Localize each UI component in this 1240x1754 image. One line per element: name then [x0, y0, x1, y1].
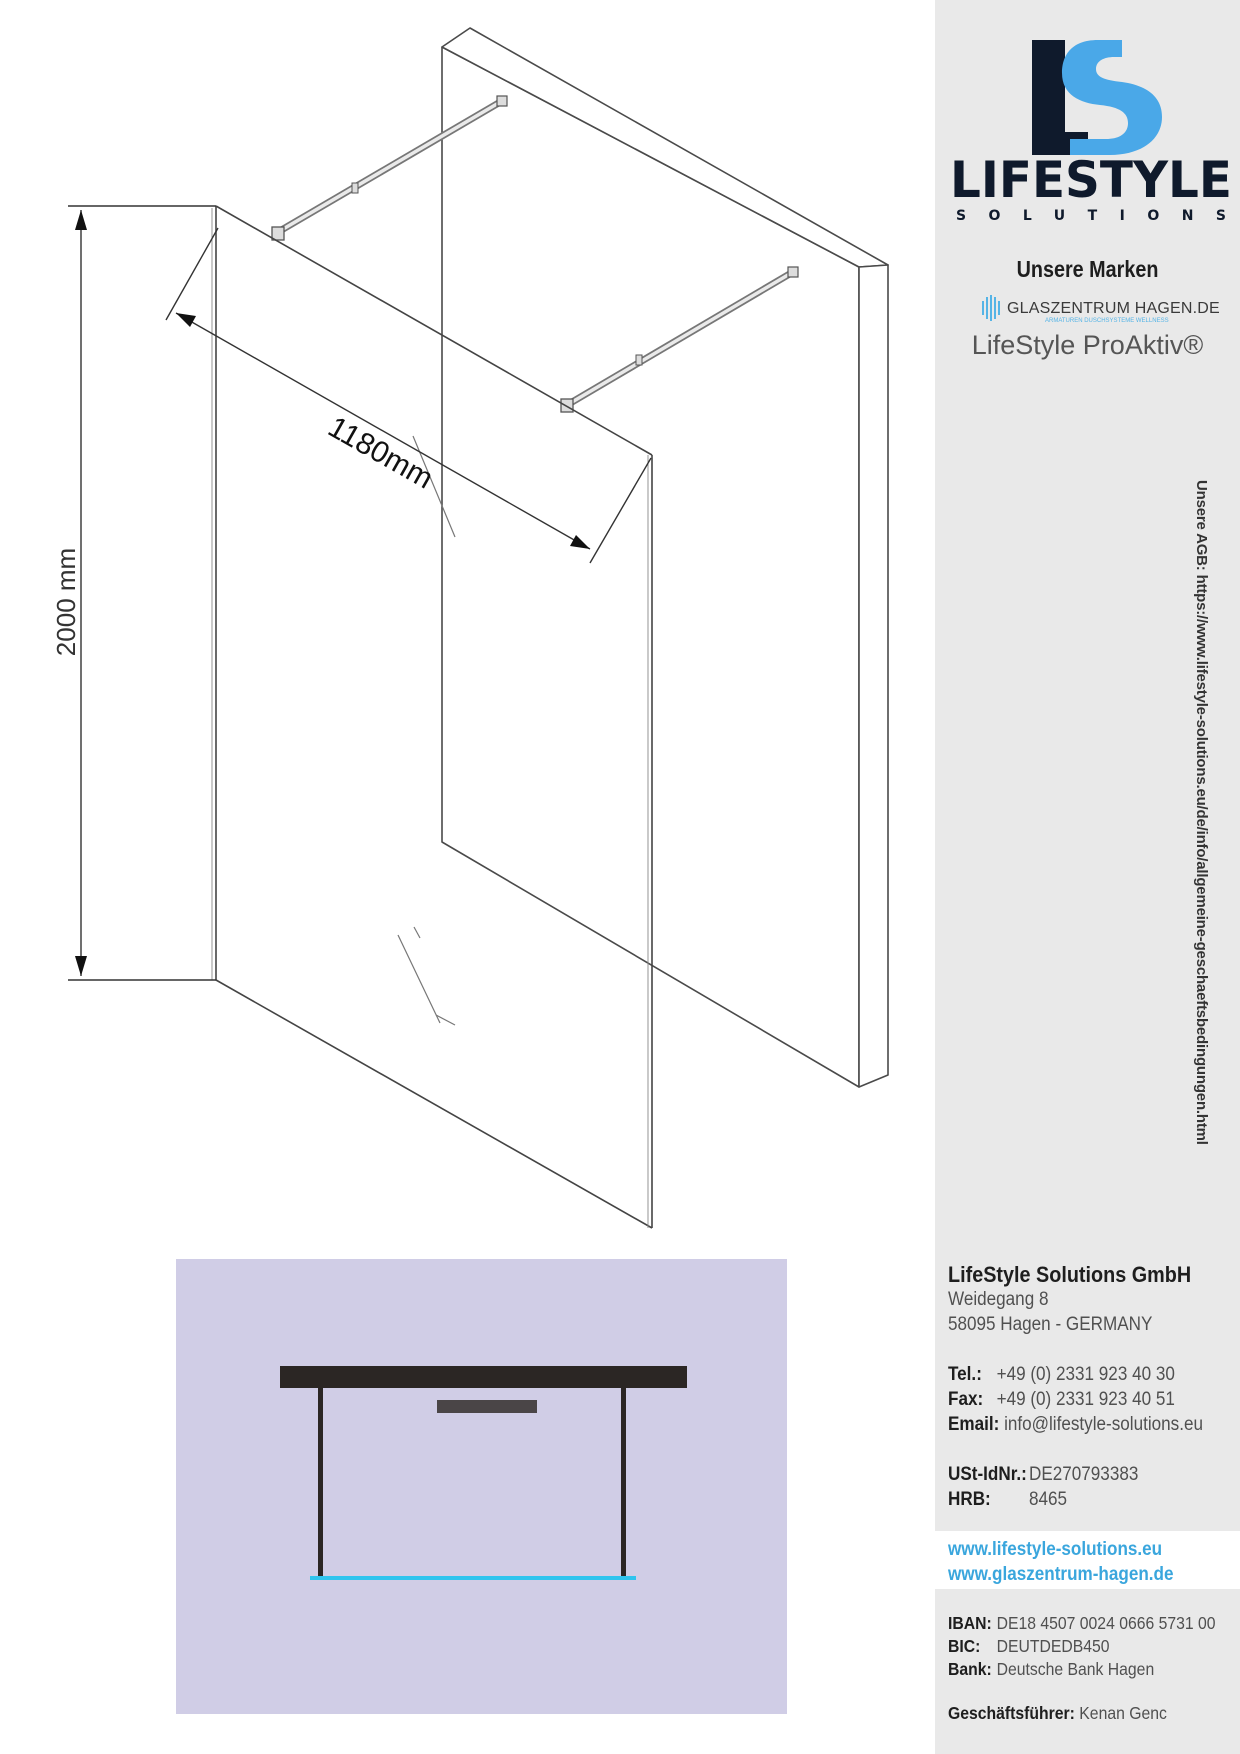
fax-value: +49 (0) 2331 923 40 51	[996, 1389, 1175, 1410]
width-label: 1180mm	[322, 410, 439, 496]
bic-label: BIC:	[948, 1636, 981, 1656]
management-label: Geschäftsführer:	[948, 1703, 1075, 1723]
ust-row	[948, 1464, 1138, 1486]
height-label: 2000 mm	[51, 547, 81, 657]
ust-value: DE270793383	[1029, 1464, 1139, 1485]
company-street: Weidegang 8	[948, 1289, 1049, 1310]
company-name: LifeStyle Solutions GmbH	[948, 1262, 1192, 1287]
fax-row	[948, 1389, 1175, 1411]
stabilizer-left	[318, 1388, 323, 1576]
bank-row	[948, 1659, 1154, 1680]
management-value: Kenan Genc	[1079, 1703, 1167, 1723]
proaktiv-brand: LifeStyle ProAktiv®	[971, 330, 1204, 360]
tel-label: Tel.:	[948, 1364, 982, 1385]
svg-text:SOLUTIONS: SOLUTIONS	[956, 208, 1226, 224]
glass-line	[310, 1576, 636, 1580]
brands-heading: Unsere Marken	[1016, 256, 1159, 282]
ust-label: USt-IdNr.:	[948, 1464, 1027, 1485]
email-row	[948, 1414, 1203, 1436]
company-city: 58095 Hagen - GERMANY	[948, 1314, 1153, 1335]
wall-bar	[280, 1366, 687, 1388]
bank-label: Bank:	[948, 1659, 992, 1679]
email-label: Email:	[948, 1414, 1000, 1435]
bic-row	[948, 1636, 1110, 1657]
glaszentrum-logo-icon	[982, 295, 1004, 321]
iban-row	[948, 1613, 1216, 1634]
website-glaszentrum-link[interactable]: www.glaszentrum-hagen.de	[948, 1564, 1174, 1585]
svg-text:LIFESTYLE: LIFESTYLE	[950, 151, 1232, 209]
glaszentrum-tagline: ARMATUREN DUSCHSYSTEME WELLNESS	[1045, 318, 1169, 324]
stabilizer-right	[621, 1388, 626, 1576]
glaszentrum-brand: GLASZENTRUM HAGEN.DE	[1007, 300, 1220, 317]
height-dimension	[68, 206, 216, 980]
iban-value: DE18 4507 0024 0666 5731 00	[996, 1613, 1216, 1633]
lifestyle-logo	[950, 35, 1240, 225]
management-row	[948, 1703, 1167, 1724]
bank-value: Deutsche Bank Hagen	[996, 1659, 1155, 1679]
top-view-schematic	[176, 1259, 787, 1714]
bic-value: DEUTDEDB450	[996, 1636, 1110, 1656]
email-value[interactable]: info@lifestyle-solutions.eu	[1004, 1414, 1203, 1435]
mount-bracket	[437, 1400, 537, 1413]
wall-front-face	[442, 47, 859, 1087]
tel-row	[948, 1364, 1175, 1386]
iban-label: IBAN:	[948, 1613, 992, 1633]
agb-link[interactable]: Unsere AGB: https://www.lifestyle-solutions.eu/de/info/allgemeine-geschaeftsbedingungen.html	[1193, 480, 1210, 1145]
hrb-row	[948, 1489, 1067, 1511]
wall-side-face	[859, 265, 888, 1087]
hrb-value: 8465	[1029, 1489, 1068, 1510]
tel-value[interactable]: +49 (0) 2331 923 40 30	[996, 1364, 1175, 1385]
fax-label: Fax:	[948, 1389, 984, 1410]
hrb-label: HRB:	[948, 1489, 991, 1510]
website-lifestyle-link[interactable]: www.lifestyle-solutions.eu	[948, 1539, 1163, 1560]
